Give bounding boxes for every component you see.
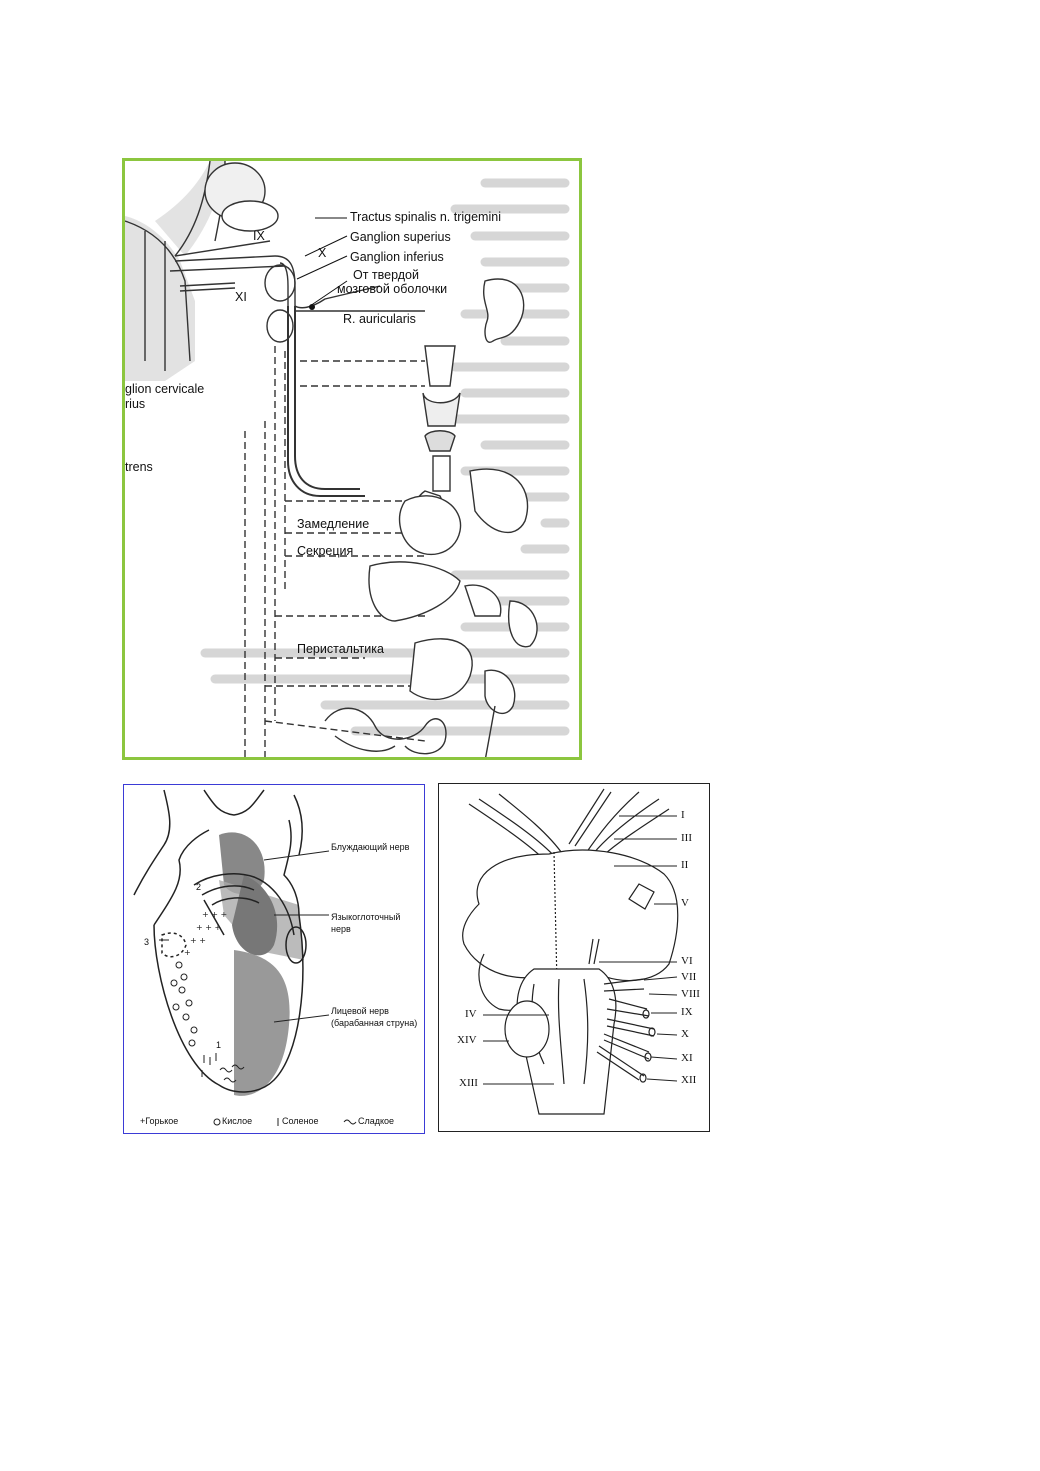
nerve-label-II: II — [681, 859, 689, 871]
nerve-label-IX: IX — [681, 1006, 693, 1018]
nerve-label-IV: IV — [465, 1008, 477, 1020]
zone-number-3: 3 — [144, 937, 150, 947]
label-r-auricularis: R. auricularis — [343, 312, 416, 326]
label-peristaltika: Перистальтика — [297, 642, 384, 656]
label-ganglion-superius: Ganglion superius — [350, 230, 451, 244]
nerve-label-VIII: VIII — [681, 988, 700, 1000]
label-facial-nerve-2: (барабанная струна) — [331, 1018, 418, 1028]
brainstem-drawing — [439, 784, 709, 1131]
zone-number-1: 1 — [216, 1040, 222, 1050]
nerve-label-III: III — [681, 832, 692, 844]
label-glossopharyngeal-1: Языкоглоточный — [331, 912, 401, 922]
label-trens: trens — [125, 460, 153, 474]
label-nerve-ix: IX — [253, 229, 265, 243]
label-sekretsiya: Секреция — [297, 544, 354, 558]
svg-text:+ +: + + — [190, 936, 206, 945]
legend-bitter: +Горькое — [140, 1116, 179, 1126]
svg-text:+: + — [184, 948, 191, 957]
nerve-label-XIV: XIV — [457, 1034, 477, 1046]
label-nerve-xi: XI — [235, 290, 247, 304]
nerve-label-VI: VI — [681, 955, 693, 967]
tongue-drawing — [124, 785, 424, 1133]
label-facial-nerve-1: Лицевой нерв — [331, 1006, 389, 1016]
label-tractus-spinalis: Tractus spinalis n. trigemini — [350, 210, 501, 224]
label-nerve-x: X — [318, 246, 327, 260]
legend-salty: Соленое — [282, 1116, 319, 1126]
nerve-label-XII: XII — [681, 1074, 697, 1086]
brainstem-cranial-nerves-diagram — [438, 783, 710, 1132]
nerve-label-XIII: XIII — [459, 1077, 478, 1089]
legend-sour: Кислое — [222, 1116, 253, 1126]
svg-text:+ + +: + + + — [202, 910, 228, 919]
label-dura-2: мозговой оболочки — [337, 282, 448, 296]
label-vagus-nerve: Блуждающий нерв — [331, 842, 410, 852]
nerve-label-VII: VII — [681, 971, 697, 983]
vagus-nerve-diagram — [122, 158, 582, 760]
nerve-label-V: V — [681, 897, 689, 909]
label-dura-1: От твердой — [353, 268, 419, 282]
nerve-label-I: I — [681, 809, 685, 821]
label-ganglion-inferius: Ganglion inferius — [350, 250, 444, 264]
zone-number-2: 2 — [196, 882, 202, 892]
legend-sweet: Сладкое — [358, 1116, 395, 1126]
label-zamedlenie: Замедление — [297, 517, 370, 531]
label-ganglion-cervicale: glion cervicale — [125, 382, 205, 396]
nerve-label-XI: XI — [681, 1052, 693, 1064]
svg-text:+ + +: + + + — [196, 923, 222, 932]
nerve-label-X: X — [681, 1028, 689, 1040]
label-glossopharyngeal-2: нерв — [331, 924, 351, 934]
label-ganglion-cervicale-2: rius — [125, 397, 146, 411]
tongue-taste-diagram — [123, 784, 425, 1134]
